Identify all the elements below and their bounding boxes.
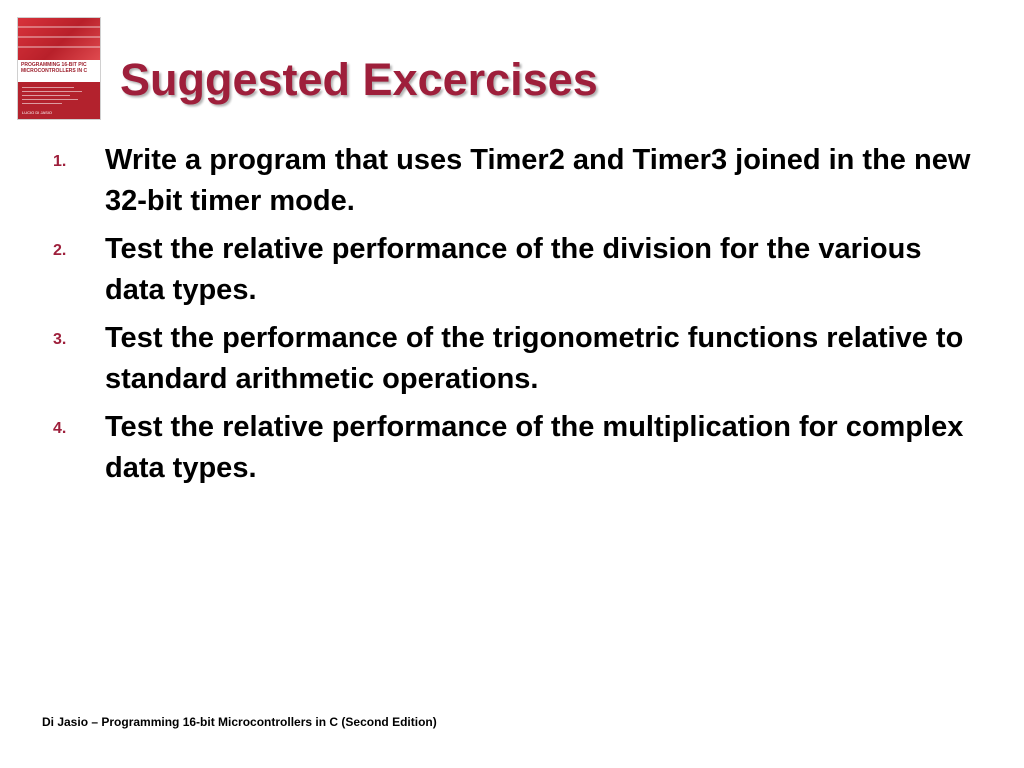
- list-item: [53, 318, 973, 400]
- list-item-text: Test the relative performance of the multiplication for complex data types.: [105, 411, 964, 484]
- list-item: [53, 229, 973, 311]
- list-item-text: Test the performance of the trigonometric functions relative to standard arithmetic operations.: [105, 322, 964, 395]
- list-item-text: Test the relative performance of the division for the various data types.: [105, 233, 922, 306]
- slide-title: Suggested Excercises: [120, 54, 598, 105]
- book-cover-image: [17, 17, 101, 120]
- cover-title: PROGRAMMING 16-BIT PIC MICROCONTROLLERS IN C: [21, 62, 88, 74]
- list-item: [53, 140, 973, 222]
- exercise-list: [53, 140, 973, 496]
- list-item-number: 3.: [53, 331, 67, 348]
- list-item-number: 4.: [53, 420, 67, 437]
- list-item-text: Write a program that uses Timer2 and Timer3 joined in the new 32-bit timer mode.: [105, 144, 971, 217]
- list-item: [53, 407, 973, 489]
- list-item-number: 2.: [53, 242, 67, 259]
- cover-author: LUCIO DI JASIO: [22, 110, 53, 115]
- cover-graphic: [18, 18, 100, 60]
- slide-footer: Di Jasio – Programming 16-bit Microcontrollers in C (Second Edition): [42, 715, 437, 729]
- list-item-number: 1.: [53, 153, 67, 170]
